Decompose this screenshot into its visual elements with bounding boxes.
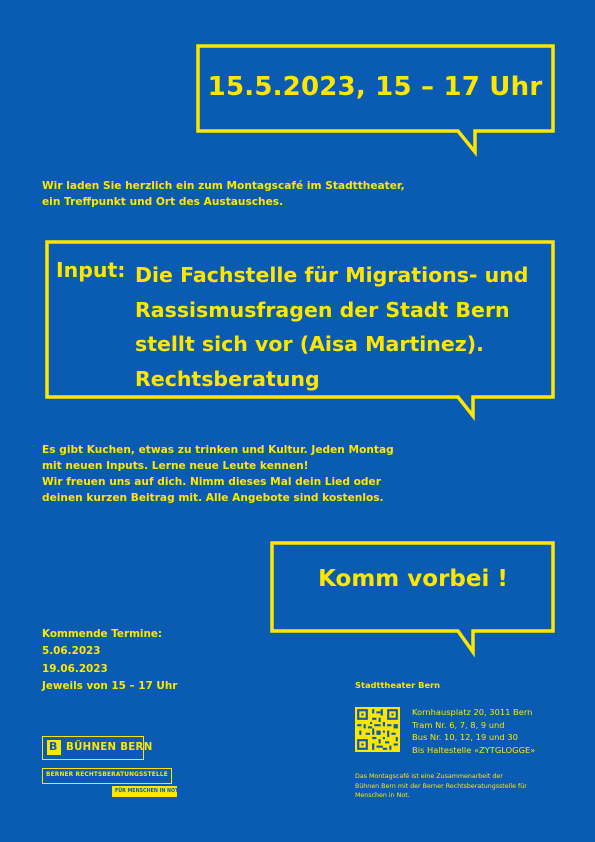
input-line: Rassismusfragen der Stadt Bern — [135, 297, 510, 322]
input-line: Rechtsberatung — [135, 366, 320, 391]
address-line: Tram Nr. 6, 7, 8, 9 und — [412, 719, 505, 730]
venue-name: Stadttheater Bern — [355, 680, 441, 690]
input-label: Input: — [56, 258, 126, 282]
collaboration-note — [355, 772, 565, 801]
address-line: Kornhausplatz 20, 3011 Bern — [412, 707, 533, 717]
intro-line: Wir laden Sie herzlich ein zum Montagscafé im Stadttheater, — [42, 180, 405, 192]
body-text — [42, 442, 394, 506]
address-line: Bis Haltestelle «ZYTGLOGGE» — [412, 744, 536, 755]
menschen-in-not-text: FÜR MENSCHEN IN NOT — [115, 789, 179, 794]
rechtsberatung-logo-text: BERNER RECHTSBERATUNGSSTELLE — [46, 772, 168, 778]
buehnen-bern-logo-text: BÜHNEN BERN — [66, 742, 153, 753]
input-text — [135, 258, 528, 396]
upcoming-dates — [42, 626, 177, 695]
intro-line: ein Treffpunkt und Ort des Austausches. — [42, 196, 284, 208]
cta-bubble — [272, 543, 553, 652]
note-line: Das Montagscafé ist eine Zusammenarbeit der — [355, 773, 503, 780]
input-line: stellt sich vor (Aisa Martinez). — [135, 332, 484, 356]
address-line: Bus Nr. 10, 12, 19 und 30 — [412, 732, 518, 743]
input-line: Die Fachstelle für Migrations- und — [135, 263, 529, 287]
body-line: deinen kurzen Beitrag mit. Alle Angebote sind kostenlos. — [42, 492, 384, 504]
upcoming-date: 19.06.2023 — [42, 662, 108, 675]
cta-text: Komm vorbei ! — [318, 566, 508, 592]
qr-code-icon — [355, 707, 400, 752]
body-line: Es gibt Kuchen, etwas zu trinken und Kultur. Jeden Montag — [42, 444, 394, 456]
note-line: Menschen in Not. — [355, 792, 410, 799]
venue-address — [412, 706, 535, 756]
upcoming-time: Jeweils von 15 – 17 Uhr — [42, 679, 178, 692]
event-date-time: 15.5.2023, 15 – 17 Uhr — [207, 72, 543, 102]
body-line: mit neuen Inputs. Lerne neue Leute kennen! — [42, 460, 309, 472]
buehnen-bern-logo-letter: B — [49, 740, 58, 753]
body-line: Wir freuen uns auf dich. Nimm dieses Mal dein Lied oder — [42, 476, 381, 488]
intro-text — [42, 178, 405, 210]
upcoming-date: 5.06.2023 — [42, 645, 101, 658]
upcoming-dates-title: Kommende Termine: — [42, 628, 163, 640]
note-line: Bühnen Bern mit der Berner Rechtsberatungsstelle für — [355, 782, 527, 790]
